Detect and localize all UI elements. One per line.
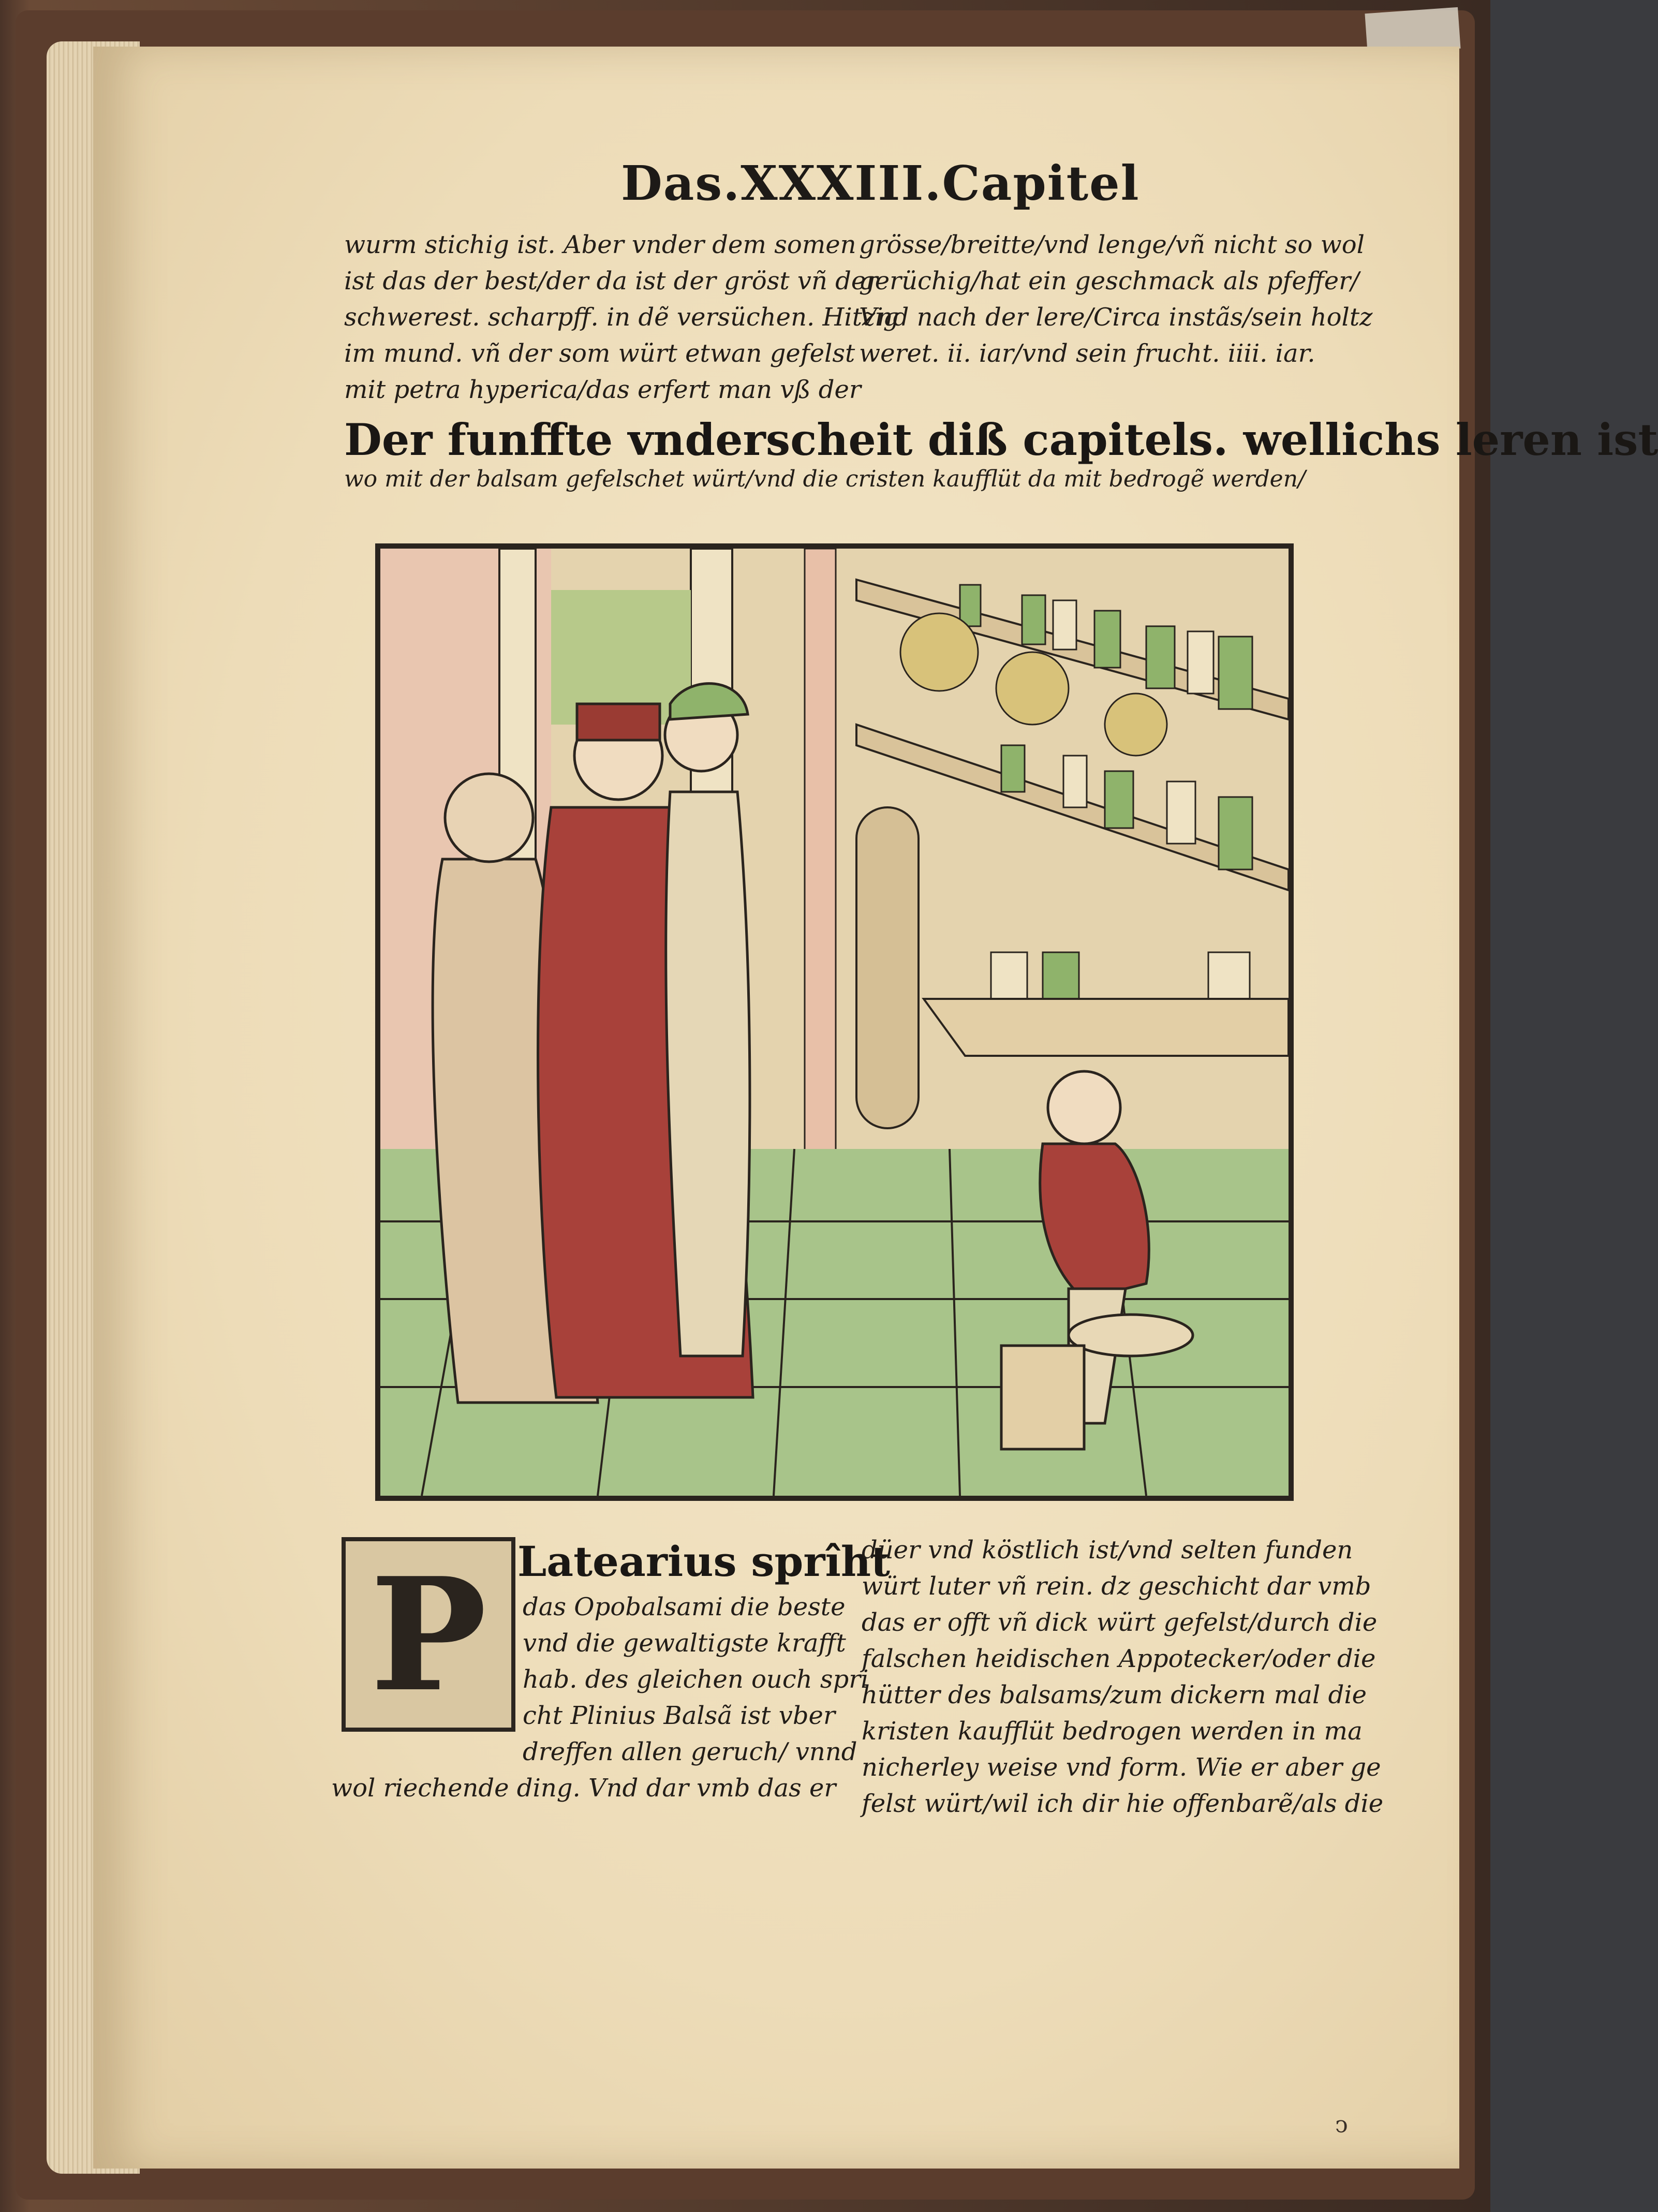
text-line: kristen kaufflüt bedrogen werden in ma (862, 1717, 1363, 1746)
text-line: felst würt/wil ich dir hie offenbarẽ/als die (862, 1789, 1384, 1818)
section-subheading: wo mit der balsam gefelschet würt/vnd die cristen kaufflüt da mit bedrogẽ werden/ (344, 466, 1306, 492)
text-line: wurm stichig ist. Aber vnder dem somen (344, 230, 856, 259)
page-title: Das.XXXIII.Capitel (621, 155, 1140, 211)
text-line: das Opobalsami die beste (523, 1592, 846, 1621)
bottom-left-column (331, 1589, 869, 1806)
top-right-column (859, 227, 1373, 372)
text-line: im mund. vñ der som würt etwan gefelst (344, 339, 855, 368)
apothecary-scene-image (380, 549, 1289, 1496)
section-heading: Der funffte vnderscheit diß capitels. wellichs leren ist (344, 414, 1658, 465)
text-line: hab. des gleichen ouch spri (523, 1665, 869, 1694)
text-line: mit petra hyperica/das erfert man vß der (344, 375, 861, 404)
text-line: das er offt vñ dick würt gefelst/durch die (862, 1608, 1378, 1637)
text-line: ist das der best/der da ist der gröst vñ der (344, 267, 878, 296)
text-line: grösse/breitte/vnd lenge/vñ nicht so wol (859, 230, 1365, 259)
text-line: düer vnd köstlich ist/vnd selten funden (862, 1536, 1353, 1565)
text-line: gerüchig/hat ein geschmack als pfeffer/ (859, 267, 1359, 296)
top-left-column (344, 227, 899, 408)
text-line: weret. ii. iar/vnd sein frucht. iiii. iar. (859, 339, 1315, 368)
text-line: würt luter vñ rein. dz geschicht dar vmb (862, 1572, 1371, 1601)
text-line: dreffen allen geruch/ vnnd (523, 1737, 857, 1766)
woodcut-illustration (375, 543, 1294, 1501)
text-line: cht Plinius Balsã ist vber (523, 1701, 835, 1730)
text-line: schwerest. scharpff. in dẽ versüchen. Hitzig (344, 303, 899, 332)
text-line: nicherley weise vnd form. Wie er aber ge (862, 1753, 1381, 1782)
text-line: Vnd nach der lere/Circa instãs/sein holtz (859, 303, 1373, 332)
text-line: falschen heidischen Appotecker/oder die (862, 1644, 1376, 1673)
opening-words: Latearius sprîht (517, 1537, 890, 1586)
decorated-initial: P (342, 1537, 515, 1732)
text-line: wol riechende ding. Vnd dar vmb das er (331, 1774, 836, 1803)
text-line: hütter des balsams/zum dickern mal die (862, 1680, 1367, 1709)
catchword-mark: ͻ (1335, 2112, 1348, 2138)
text-line: vnd die gewaltigste krafft (523, 1629, 846, 1658)
bottom-right-column (862, 1532, 1383, 1822)
